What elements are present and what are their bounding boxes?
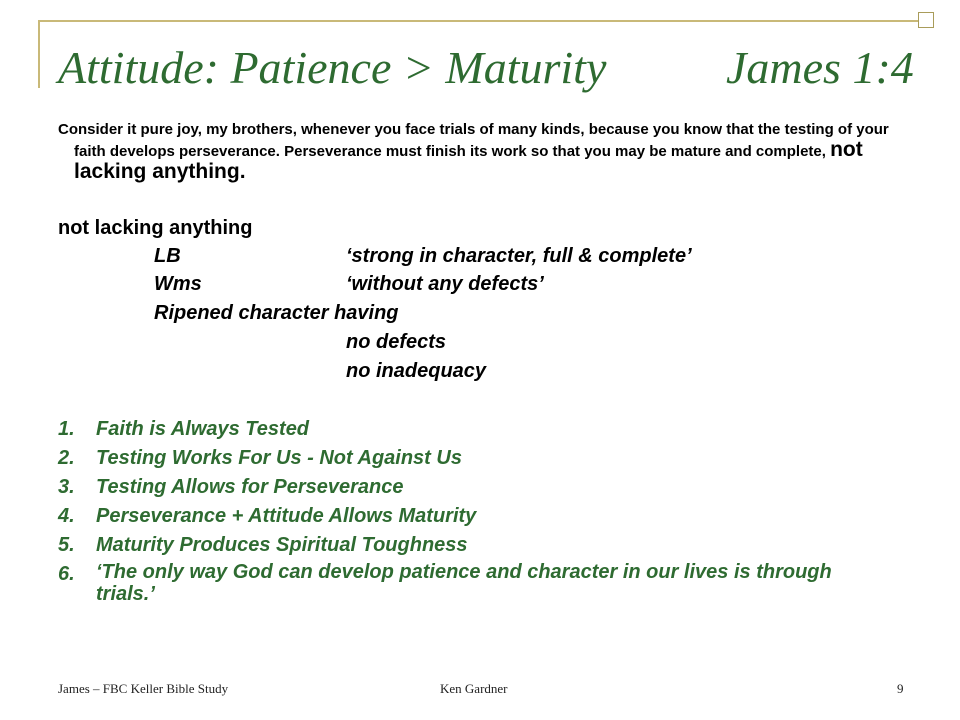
point-text: Maturity Produces Spiritual Toughness [96, 534, 468, 556]
point-text: Perseverance + Attitude Allows Maturity [96, 505, 477, 527]
ripened-line: Ripened character having [154, 302, 399, 324]
point-text: Faith is Always Tested [96, 418, 310, 440]
frame-left-rule [38, 20, 40, 88]
no-defects-line: no defects [346, 331, 447, 353]
point-number: 4. [58, 505, 75, 527]
point-number: 3. [58, 476, 75, 498]
intro-verse [58, 120, 904, 184]
wms-value: ‘without any defects’ [346, 273, 544, 295]
lb-value: ‘strong in character, full & complete’ [346, 245, 692, 267]
point-number: 5. [58, 534, 75, 556]
page-number: 9 [897, 681, 904, 696]
footer-author: Ken Gardner [440, 681, 508, 696]
point-text: ‘The only way God can develop patience and character in our lives is through trials.’ [96, 561, 832, 605]
footer-course: James – FBC Keller Bible Study [58, 681, 229, 696]
slide-title: Attitude: Patience > Maturity [58, 42, 607, 93]
intro-text: Consider it pure joy, my brothers, whenever you face trials of many kinds, because you know that the testing of your faith develops perseverance. Perseverance must finish its work so that you may be mature and complete, [58, 121, 889, 160]
frame-corner-square [918, 12, 934, 28]
point-text: Testing Works For Us - Not Against Us [96, 447, 462, 469]
intro-paragraph [58, 120, 904, 184]
scripture-reference: James 1:4 [726, 42, 914, 93]
lb-label: LB [154, 245, 181, 267]
point-text: Testing Allows for Perseverance [96, 476, 404, 498]
intro-emphasis: not lacking anything [74, 138, 863, 183]
section-heading: not lacking anything [58, 217, 253, 239]
frame-top-rule [38, 20, 918, 22]
wms-label: Wms [154, 273, 202, 295]
intro-end: . [239, 160, 246, 183]
point-number: 2. [58, 447, 75, 469]
point-number: 6. [58, 563, 75, 585]
no-inadequacy-line: no inadequacy [346, 360, 487, 382]
point-number: 1. [58, 418, 75, 440]
